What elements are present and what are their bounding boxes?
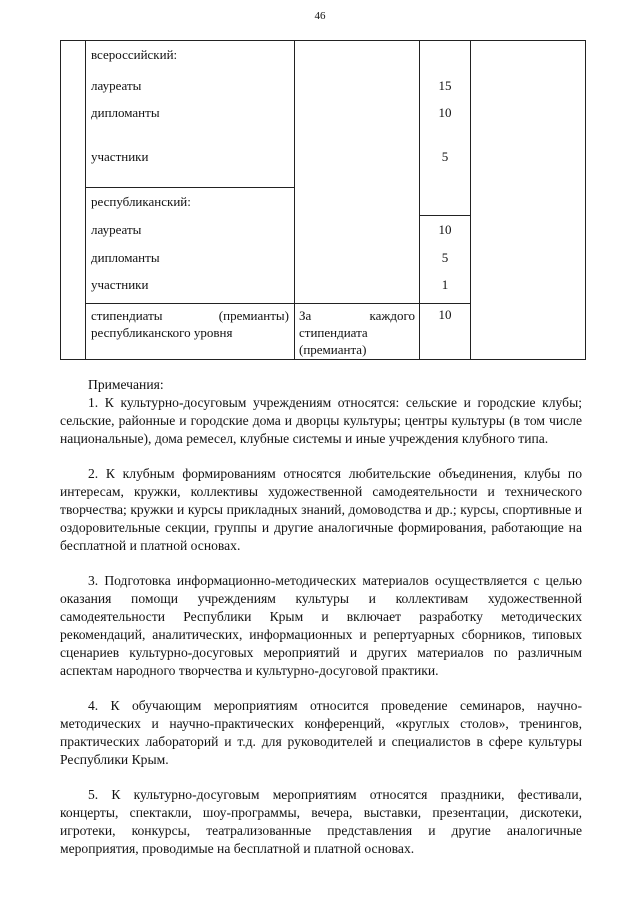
row-label: дипломанты	[91, 105, 160, 120]
row-value: 5	[441, 149, 449, 164]
note-paragraph: 5. К культурно-досуговым мероприятиям относятся праздники, фестивали, концерты, спектакли, шоу-программы, вечера, выставки, презентации, дискотеки, игротеки, конкурсы, театрализованные представления и другие аналогичные мероприятия, проводимые на бесплатной и платной основах.	[60, 787, 582, 856]
scholars-unit-line3: (премианта)	[299, 342, 367, 357]
row-value: 10	[438, 105, 452, 120]
row-label: лауреаты	[91, 222, 142, 237]
table-col-divider	[294, 41, 295, 359]
note-paragraph: 4. К обучающим мероприятиям относится проведение семинаров, научно-методических и научно-практических конференций, «круглых столов», тренингов, практических лабораторий и т.д. для руководителей и специалистов в сфере культуры Республики Крым.	[60, 698, 582, 767]
table-row-divider	[85, 303, 470, 304]
scholars-label	[91, 307, 289, 341]
row-label: дипломанты	[91, 250, 160, 265]
notes-title: Примечания:	[88, 377, 164, 392]
note-paragraph: 3. Подготовка информационно-методических материалов осуществляется с целью оказания помощи учреждениям культуры и коллективам художественной самодеятельности Республики Крым и включает разработку методических рекомендаций, аналитических, информационных и репертуарных сборников, типовых сценариев культурно-досуговых мероприятий и других материалов по различным аспектам народного творчества и культурно-досуговой практики.	[60, 573, 582, 678]
row-value: 15	[438, 78, 452, 93]
note-paragraph: 1. К культурно-досуговым учреждениям относятся: сельские и городские клубы; сельские, районные и городские дома и дворцы культуры; центры культуры (в том числе национальные), дома ремесел, клубные системы и иные учреждения клубного типа.	[60, 395, 582, 446]
row-label: участники	[91, 149, 149, 164]
group-heading-republic: республиканский:	[91, 194, 191, 209]
row-value: 1	[441, 277, 449, 292]
table-col-divider	[470, 41, 471, 359]
table-col-divider	[85, 41, 86, 359]
table-row-divider	[85, 187, 295, 188]
scholars-unit-line1: За каждого	[299, 308, 415, 323]
row-value: 10	[438, 222, 452, 237]
note-paragraph: 2. К клубным формированиям относятся любительские объединения, клубы по интересам, кружки, коллективы художественной самодеятельности и технического творчества; кружки и курсы прикладных знаний, домоводства и др.; курсы, спортивные и оздоровительные секции, группы и другие аналогичные формирования, работающие на бесплатной и платной основах.	[60, 466, 582, 553]
table-row-divider	[419, 215, 470, 216]
scholars-unit-line2: стипендиата	[299, 325, 368, 340]
scholars-unit	[299, 307, 415, 358]
scholars-value: 10	[438, 307, 452, 322]
awards-table	[60, 40, 586, 360]
row-label: лауреаты	[91, 78, 142, 93]
notes-section	[60, 376, 582, 875]
row-value: 5	[441, 250, 449, 265]
scholars-label-line2: республиканского уровня	[91, 325, 233, 340]
group-heading-federal: всероссийский:	[91, 47, 178, 62]
row-label: участники	[91, 277, 149, 292]
scholars-label-line1: стипендиаты (премианты)	[91, 308, 289, 323]
page-number: 46	[314, 10, 326, 22]
